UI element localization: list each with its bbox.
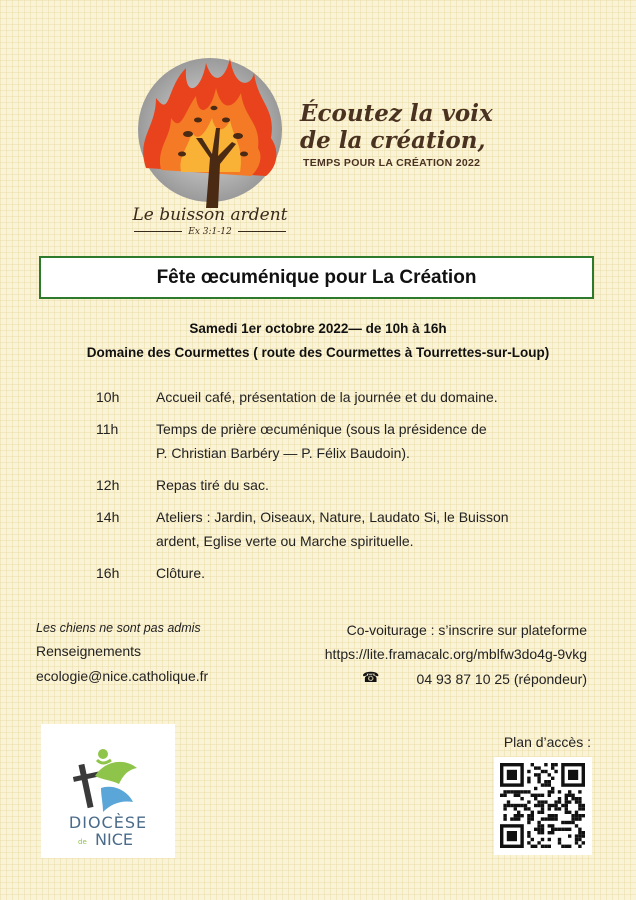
schedule-time: 11h <box>96 421 119 437</box>
schedule-item <box>156 505 556 553</box>
title-line-1: Écoutez la voix <box>300 100 493 127</box>
schedule-item <box>156 385 556 409</box>
diocese-logo <box>41 724 175 858</box>
diocese-text-1: DIOCÈSE <box>68 813 148 832</box>
info-email[interactable]: ecologie@nice.catholique.fr <box>36 668 209 684</box>
logo-reference <box>126 227 294 237</box>
page-title <box>300 100 620 154</box>
event-banner: Fête œcuménique pour La Création <box>39 256 594 299</box>
title-line-2: de la création, <box>300 127 486 154</box>
schedule-text: Accueil café, présentation de la journée et du domaine. <box>156 389 498 405</box>
schedule-text: Clôture. <box>156 565 206 581</box>
phone-number: 04 93 87 10 25 (répondeur) <box>416 671 587 687</box>
schedule-item <box>156 417 556 465</box>
bible-reference: Ex 3:1-12 <box>188 227 232 237</box>
qr-code-icon <box>494 757 592 855</box>
logo-caption: Le buisson ardent <box>132 205 288 225</box>
info-label: Renseignements <box>36 643 142 659</box>
divider-right <box>238 231 286 232</box>
schedule-time: 14h <box>96 509 120 525</box>
schedule-time: 10h <box>96 389 120 405</box>
diocese-text-2: NICE <box>95 830 133 849</box>
diocese-text-de: de <box>78 838 87 846</box>
page-subtitle: TEMPS POUR LA CRÉATION 2022 <box>303 157 481 169</box>
schedule-text: Repas tiré du sac. <box>156 477 269 493</box>
schedule-text: P. Christian Barbéry — P. Félix Baudoin). <box>156 445 410 461</box>
schedule-time: 16h <box>96 565 120 581</box>
diocese-emblem-icon <box>41 724 175 858</box>
carpool-url[interactable]: https://lite.framacalc.org/mblfw3do4g-9vkg <box>324 646 587 662</box>
phone-icon: ☎ <box>362 669 380 685</box>
schedule-text: ardent, Eglise verte ou Marche spirituelle. <box>156 533 414 549</box>
event-place: Domaine des Courmettes ( route des Courmettes à Tourrettes-sur-Loup) <box>86 345 550 360</box>
event-date: Samedi 1er octobre 2022— de 10h à 16h <box>189 321 447 336</box>
schedule-time: 12h <box>96 477 120 493</box>
schedule-item <box>156 473 556 497</box>
schedule-item <box>156 561 556 585</box>
access-plan-label: Plan d’accès : <box>503 734 591 750</box>
schedule-text: Temps de prière œcuménique (sous la présidence de <box>156 421 487 437</box>
schedule-text: Ateliers : Jardin, Oiseaux, Nature, Laudato Si, le Buisson <box>156 509 509 525</box>
qr-code[interactable] <box>494 757 592 855</box>
divider-left <box>134 231 182 232</box>
burning-bush-logo <box>126 58 294 210</box>
carpool-text: Co-voiturage : s’inscrire sur plateforme <box>346 622 587 638</box>
dogs-notice: Les chiens ne sont pas admis <box>36 621 201 635</box>
